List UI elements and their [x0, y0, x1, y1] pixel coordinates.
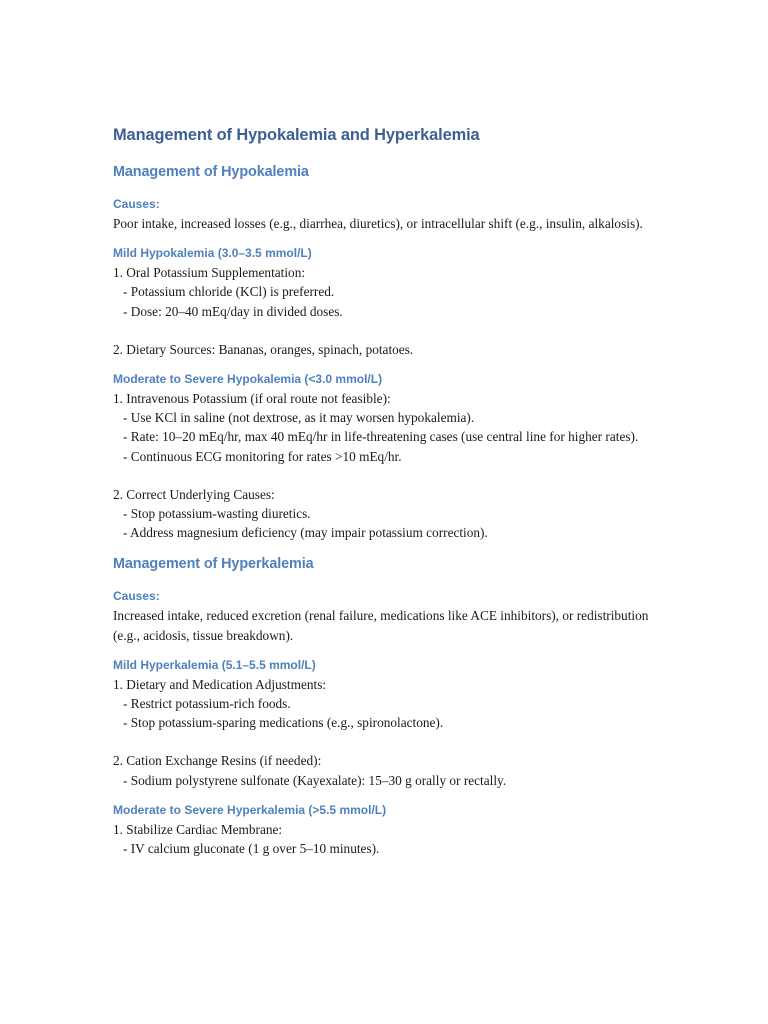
list-item: - Dose: 20–40 mEq/day in divided doses. — [113, 303, 343, 319]
mild-hypokalemia-heading: Mild Hypokalemia (3.0–3.5 mmol/L) — [113, 246, 312, 261]
list-item: 2. Correct Underlying Causes: — [113, 486, 275, 502]
list-item: - Rate: 10–20 mEq/hr, max 40 mEq/hr in life-threatening cases (use central line for higher rates). — [113, 429, 639, 445]
mild-hyperkalemia-heading: Mild Hyperkalemia (5.1–5.5 mmol/L) — [113, 657, 316, 672]
list-item: - Sodium polystyrene sulfonate (Kayexalate): 15–30 g orally or rectally. — [113, 772, 507, 788]
paragraph-gap — [113, 466, 653, 485]
list-item: 1. Stabilize Cardiac Membrane: — [113, 821, 283, 837]
list-item: - Restrict potassium-rich foods. — [113, 696, 291, 712]
list-item: - Continuous ECG monitoring for rates >10 mEq/hr. — [113, 448, 402, 464]
list-item: - Address magnesium deficiency (may impair potassium correction). — [113, 525, 488, 541]
list-item: - Potassium chloride (KCl) is preferred. — [113, 284, 335, 300]
causes-heading: Causes: — [113, 589, 160, 604]
list-item: 1. Oral Potassium Supplementation: — [113, 265, 306, 281]
severe-hyperkalemia — [113, 802, 653, 858]
severe-hypokalemia-heading: Moderate to Severe Hypokalemia (<3.0 mmol/L) — [113, 372, 383, 387]
list-item: - Stop potassium-sparing medications (e.g., spironolactone). — [113, 715, 444, 731]
hyperkalemia-causes — [113, 588, 653, 644]
causes-heading: Causes: — [113, 197, 160, 211]
list-item: 2. Dietary Sources: Bananas, oranges, spinach, potatoes. — [113, 341, 414, 357]
paragraph-gap — [113, 321, 653, 340]
list-item: 1. Intravenous Potassium (if oral route not feasible): — [113, 391, 391, 407]
list-item: - IV calcium gluconate (1 g over 5–10 minutes). — [113, 841, 380, 857]
causes-text: Poor intake, increased losses (e.g., diarrhea, diuretics), or intracellular shift (e.g., insulin, alkalosis). — [113, 216, 643, 231]
hyperkalemia-heading: Management of Hyperkalemia — [113, 556, 314, 573]
document-page — [113, 124, 653, 870]
severe-hyperkalemia-heading: Moderate to Severe Hyperkalemia (>5.5 mmol/L) — [113, 802, 387, 817]
list-item: - Use KCl in saline (not dextrose, as it may worsen hypokalemia). — [113, 410, 475, 426]
hypokalemia-heading: Management of Hypokalemia — [113, 164, 309, 180]
document-title: Management of Hypokalemia and Hyperkalemia — [113, 126, 480, 144]
hyperkalemia-section — [113, 554, 653, 858]
hypokalemia-causes — [113, 196, 653, 233]
paragraph-gap — [113, 732, 653, 751]
hypokalemia-section — [113, 162, 653, 542]
list-item: - Stop potassium-wasting diuretics. — [113, 506, 311, 522]
list-item: 1. Dietary and Medication Adjustments: — [113, 676, 327, 692]
causes-text: Increased intake, reduced excretion (renal failure, medications like ACE inhibitors), or redistribution (e.g., acidosis, tissue breakdown). — [113, 608, 652, 643]
severe-hypokalemia — [113, 371, 653, 542]
mild-hypokalemia — [113, 245, 653, 359]
list-item: 2. Cation Exchange Resins (if needed): — [113, 753, 322, 769]
mild-hyperkalemia — [113, 657, 653, 790]
